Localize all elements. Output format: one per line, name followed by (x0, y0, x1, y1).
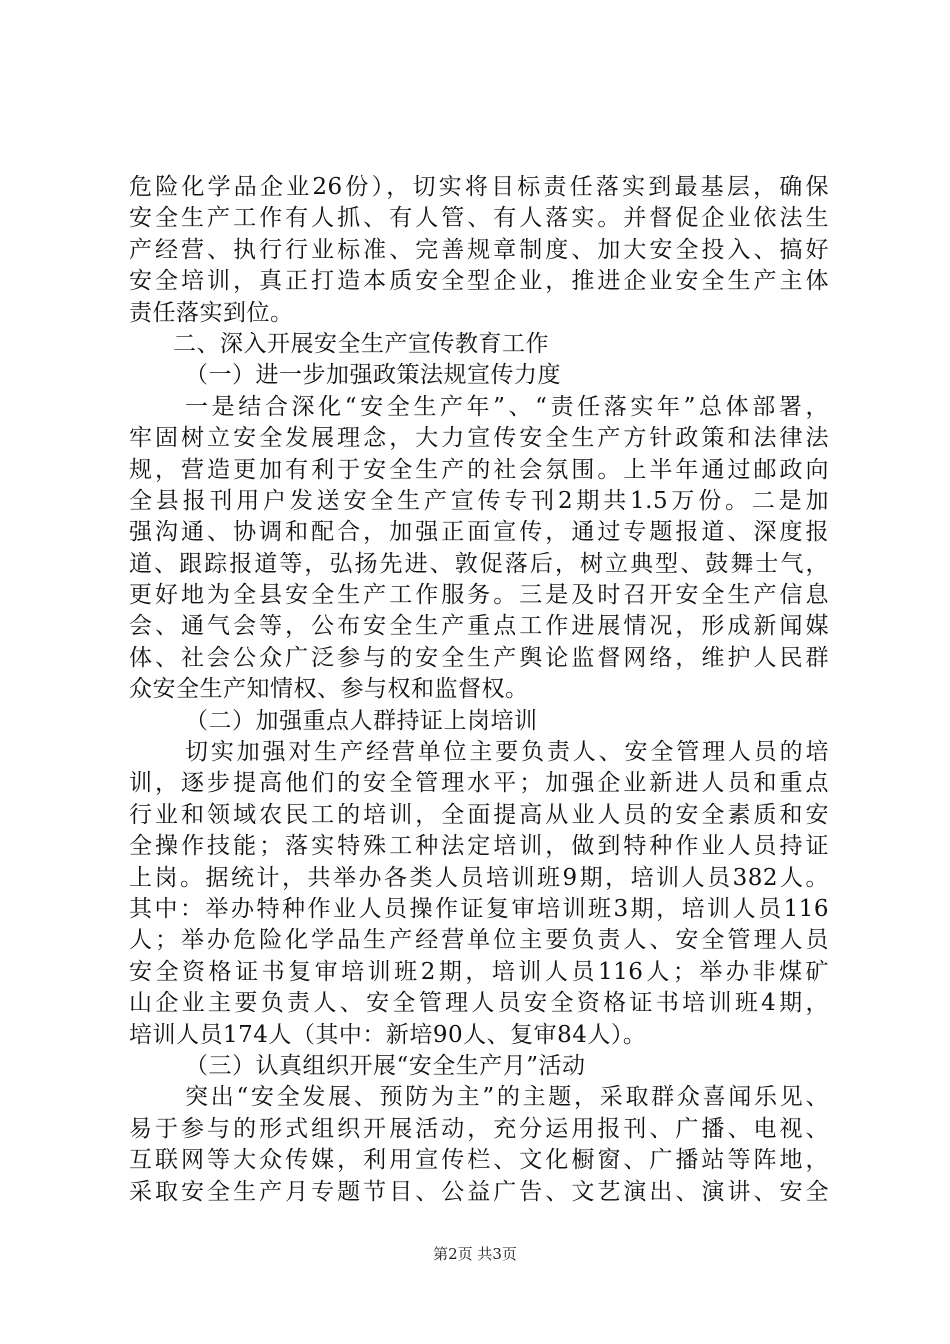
text-line: 易于参与的形式组织开展活动，充分运用报刊、广播、电视、 (129, 1115, 829, 1142)
subsection-heading: （三）认真组织开展“安全生产月”活动 (185, 1052, 586, 1079)
text-line: 更好地为全县安全生产工作服务。三是及时召开安全生产信息 (129, 582, 829, 609)
text-line: 众安全生产知情权、参与权和监督权。 (129, 676, 529, 703)
text-line: 互联网等大众传媒，利用宣传栏、文化橱窗、广播站等阵地， (129, 1147, 829, 1174)
text-line: 规，营造更加有利于安全生产的社会氛围。上半年通过邮政向 (129, 456, 829, 483)
text-line: 会、通气会等，公布安全生产重点工作进展情况，形成新闻媒 (129, 613, 829, 640)
text-line: 体、社会公众广泛参与的安全生产舆论监督网络，维护人民群 (129, 644, 829, 671)
text-line: 道、跟踪报道等，弘扬先进、敦促落后，树立典型、鼓舞士气， (129, 550, 829, 577)
text-line: 危险化学品企业26份），切实将目标责任落实到最基层，确保 (129, 174, 829, 200)
text-line: 牢固树立安全发展理念，大力宣传安全生产方针政策和法律法 (129, 425, 829, 452)
text-line: 安全资格证书复审培训班2期，培训人员116人；举办非煤矿 (129, 958, 829, 985)
text-line: 训，逐步提高他们的安全管理水平；加强企业新进人员和重点 (129, 770, 829, 797)
text-line: 强沟通、协调和配合，加强正面宣传，通过专题报道、深度报 (129, 519, 829, 546)
section-heading: 二、深入开展安全生产宣传教育工作 (173, 330, 549, 357)
text-line: 产经营、执行行业标准、完善规章制度、加大安全投入、搞好 (129, 236, 829, 263)
paragraph-first-line: 突出“安全发展、预防为主”的主题，采取群众喜闻乐见、 (185, 1084, 829, 1111)
text-line: 安全培训，真正打造本质安全型企业，推进企业安全生产主体 (129, 268, 829, 295)
text-line: 行业和领域农民工的培训，全面提高从业人员的安全素质和安 (129, 801, 829, 828)
paragraph-first-line: 切实加强对生产经营单位主要负责人、安全管理人员的培 (185, 739, 829, 766)
text-line: 其中：举办特种作业人员操作证复审培训班3期，培训人员116 (129, 895, 829, 922)
subsection-heading: （二）加强重点人群持证上岗培训 (185, 707, 538, 734)
text-line: 人；举办危险化学品生产经营单位主要负责人、安全管理人员 (129, 927, 829, 954)
paragraph-first-line: 一是结合深化“安全生产年”、“责任落实年”总体部署， (185, 393, 829, 420)
subsection-heading: （一）进一步加强政策法规宣传力度 (185, 362, 561, 389)
text-line: 全操作技能；落实特殊工种法定培训，做到特种作业人员持证 (129, 833, 829, 860)
text-line: 全县报刊用户发送安全生产宣传专刊2期共1.5万份。二是加 (129, 487, 829, 514)
text-line: 采取安全生产月专题节目、公益广告、文艺演出、演讲、安全 (129, 1178, 829, 1205)
text-line: 上岗。据统计，共举办各类人员培训班9期，培训人员382人。 (129, 864, 829, 891)
text-line: 山企业主要负责人、安全管理人员安全资格证书培训班4期， (129, 990, 829, 1017)
text-line: 责任落实到位。 (129, 299, 294, 326)
text-line: 培训人员174人（其中：新培90人、复审84人）。 (129, 1021, 647, 1048)
text-line: 安全生产工作有人抓、有人管、有人落实。并督促企业依法生 (129, 205, 829, 232)
document-body (129, 172, 829, 1208)
page-footer: 第2页 共3页 (433, 1245, 517, 1263)
